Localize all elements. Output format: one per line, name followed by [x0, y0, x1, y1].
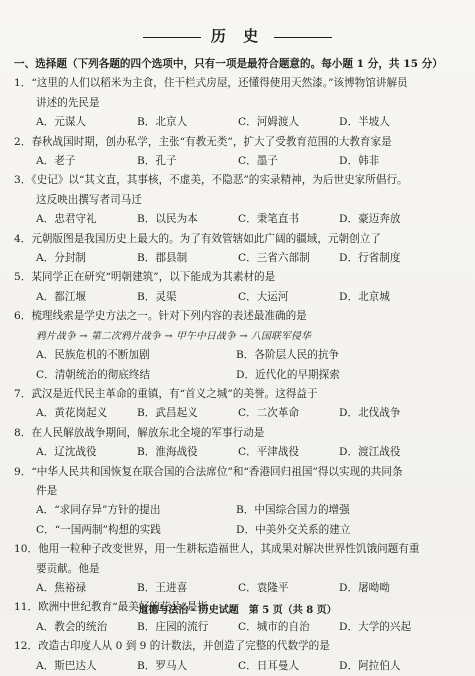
- question-stem: 11．欧洲中世纪教育“最美好的花朵”是指: [14, 601, 208, 614]
- page-footer: 道德与法治 · 历史试题 第 5 页（共 8 页）: [138, 605, 337, 616]
- title-rule-left: [143, 37, 201, 38]
- answer-option: A．民族危机的不断加剧: [36, 349, 150, 362]
- answer-option: B．王进喜: [137, 581, 188, 594]
- question-stem: 3．《史记》以“其文直，其事核，不虚美，不隐恶”的实录精神，为后世史家所倡行。: [14, 174, 408, 187]
- question-stem: 要贡献。他是: [36, 562, 100, 575]
- question-stem: 7．武汉是近代民主革命的重镇，有“首义之城”的美誉。这得益于: [14, 387, 318, 400]
- question-stem: 10．他用一粒种子改变世界，用一生耕耘造福世人，其成果对解决世界性饥饿问题有重: [14, 543, 420, 556]
- event-sequence: 鸦片战争 → 第二次鸦片战争 → 甲午中日战争 → 八国联军侵华: [36, 330, 312, 342]
- question-stem: 6．梳理线索是学史方法之一。针对下列内容的表述最准确的是: [14, 310, 307, 323]
- answer-option: C．日耳曼人: [238, 659, 300, 672]
- answer-option: B．罗马人: [137, 659, 188, 672]
- question-stem: 4．元朝版图是我国历史上最大的。为了有效管辖如此广阔的疆域，元朝创立了: [14, 232, 381, 245]
- page-title: [0, 25, 475, 46]
- question-stem: 12．改造古印度人从 0 到 9 的计数法，并创造了完整的代数学的是: [14, 640, 330, 653]
- answer-option: B．武昌起义: [137, 407, 198, 420]
- answer-option: D．大学的兴起: [339, 620, 412, 633]
- answer-option: B．各阶层人民的抗争: [236, 349, 340, 362]
- question-10: [14, 540, 468, 598]
- answer-option: D．近代化的早期探索: [236, 368, 340, 381]
- question-5: [14, 268, 468, 307]
- option-row: [14, 113, 468, 132]
- option-row: [14, 657, 468, 676]
- option-row: [14, 579, 468, 598]
- title-text: 历 史: [210, 27, 265, 45]
- answer-option: C．河姆渡人: [238, 116, 300, 129]
- question-3: [14, 171, 468, 229]
- answer-option: B．郡县制: [137, 252, 188, 265]
- question-stem: 1．“这里的人们以稻米为主食，住干栏式房屋，还懂得使用天然漆。”该博物馆讲解员: [14, 77, 408, 90]
- answer-option: B．灵渠: [137, 290, 177, 303]
- option-row: [14, 521, 468, 540]
- answer-option: C．墨子: [238, 155, 278, 168]
- answer-option: A．老子: [36, 155, 76, 168]
- answer-option: C．城市的自治: [238, 620, 310, 633]
- answer-option: D．韩非: [339, 155, 380, 168]
- section-heading: 一、选择题（下列各题的四个选项中，只有一项是最符合题意的。每小题 1 分，共 15 分）: [14, 58, 443, 70]
- answer-option: A．元谋人: [36, 116, 87, 129]
- answer-option: C．三省六部制: [238, 252, 310, 265]
- answer-option: B．淮海战役: [137, 446, 198, 459]
- option-row: [14, 443, 468, 462]
- answer-option: D．阿拉伯人: [339, 659, 401, 672]
- question-stem: 件是: [36, 484, 58, 497]
- answer-option: C．二次革命: [238, 407, 300, 420]
- answer-option: A．黄花岗起义: [36, 407, 108, 420]
- answer-option: D．渡江战役: [339, 446, 401, 459]
- question-6: [14, 307, 468, 385]
- answer-option: D．中美外交关系的建立: [236, 523, 351, 536]
- title-rule-right: [274, 37, 332, 38]
- option-row: [14, 152, 468, 171]
- answer-option: D．豪迈奔放: [339, 213, 401, 226]
- question-stem: 9．“中华人民共和国恢复在联合国的合法席位”和“香港回归祖国”得以实现的共同条: [14, 465, 403, 478]
- question-2: [14, 133, 468, 172]
- answer-option: D．行省制度: [339, 252, 401, 265]
- answer-option: C．清朝统治的彻底终结: [36, 368, 151, 381]
- answer-option: C．秉笔直书: [238, 213, 300, 226]
- answer-option: D．半坡人: [339, 116, 390, 129]
- question-4: [14, 230, 468, 269]
- answer-option: B．孔子: [137, 155, 177, 168]
- question-1: [14, 74, 468, 132]
- answer-option: D．北伐战争: [339, 407, 401, 420]
- option-row: [14, 618, 468, 637]
- question-stem: 2．春秋战国时期，创办私学，主张“有教无类”，扩大了受教育范围的大教育家是: [14, 135, 392, 148]
- question-stem: 5．某同学正在研究“明朝建筑”，以下能成为其素材的是: [14, 271, 276, 284]
- answer-option: A．辽沈战役: [36, 446, 97, 459]
- question-9: [14, 463, 468, 541]
- question-12: [14, 637, 468, 676]
- question-8: [14, 424, 468, 463]
- answer-option: A．都江堰: [36, 290, 87, 303]
- question-stem: 讲述的先民是: [36, 96, 100, 109]
- answer-option: A．忠君守礼: [36, 213, 97, 226]
- option-row: [14, 404, 468, 423]
- question-7: [14, 385, 468, 424]
- answer-option: B．庄园的流行: [137, 620, 209, 633]
- option-row: [14, 366, 468, 385]
- option-row: [14, 288, 468, 307]
- option-row: [14, 346, 468, 365]
- answer-option: A．焦裕禄: [36, 581, 87, 594]
- answer-option: A．分封制: [36, 252, 87, 265]
- questions-area: [14, 55, 468, 676]
- answer-option: B．以民为本: [137, 213, 198, 226]
- answer-option: B．中国综合国力的增强: [236, 504, 350, 517]
- answer-option: D．屠呦呦: [339, 581, 390, 594]
- answer-option: C．大运河: [238, 290, 289, 303]
- question-stem: 这反映出撰写者司马迁: [36, 193, 142, 206]
- answer-option: C．袁隆平: [238, 581, 289, 594]
- option-row: [14, 501, 468, 520]
- answer-option: C．“一国两制”构想的实践: [36, 523, 161, 536]
- answer-option: A．斯巴达人: [36, 659, 97, 672]
- answer-option: B．北京人: [137, 116, 188, 129]
- option-row: [14, 249, 468, 268]
- question-stem: 8．在人民解放战争期间，解放东北全境的军事行动是: [14, 426, 265, 439]
- option-row: [14, 210, 468, 229]
- answer-option: C．平津战役: [238, 446, 300, 459]
- answer-option: A．教会的统治: [36, 620, 108, 633]
- answer-option: A．“求同存异”方针的提出: [36, 504, 161, 517]
- answer-option: D．北京城: [339, 290, 390, 303]
